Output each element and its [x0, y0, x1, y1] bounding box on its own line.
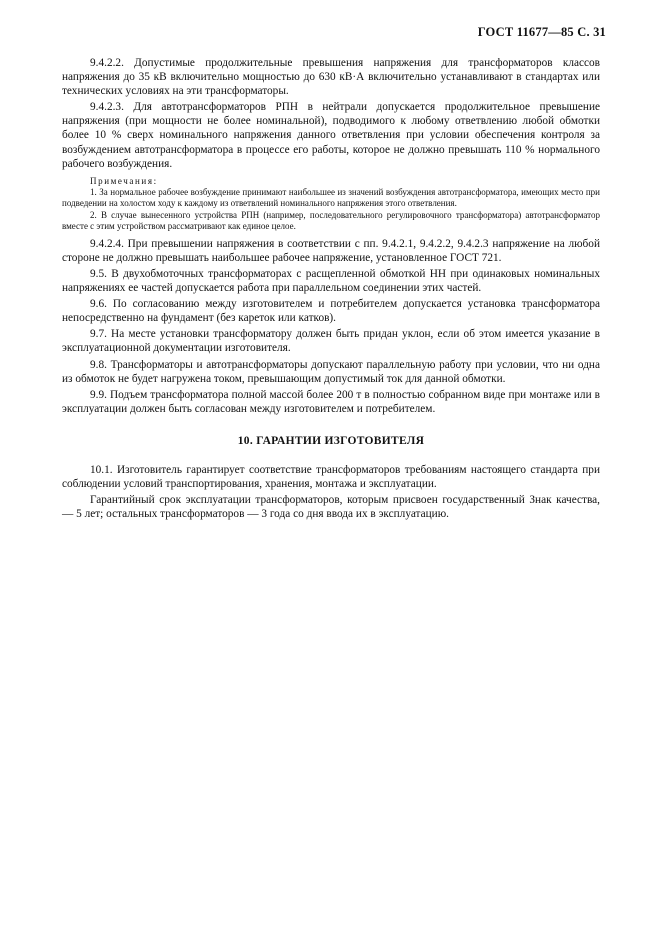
paragraph-9-4-2-4: 9.4.2.4. При превышении напряжения в соответствии с пп. 9.4.2.1, 9.4.2.2, 9.4.2.3 напряжение на любой стороне не должно превышать наибольшее рабочее напряжение, установленное ГОСТ 721. [62, 237, 600, 264]
note-1: 1. За нормальное рабочее возбуждение принимают наибольшее из значений возбуждения автотрансформатора, имеющих место при подведении на холостом ходу к каждому из ответвлений номинального напряжения этого ответвления. [62, 186, 600, 208]
paragraph-warranty-period: Гарантийный срок эксплуатации трансформаторов, которым присвоен государственный Знак качества, — 5 лет; остальных трансформаторов — 3 года со дня ввода их в эксплуатацию. [62, 494, 600, 521]
paragraph-9-6: 9.6. По согласованию между изготовителем и потребителем допускается установка трансформатора непосредственно на фундамент (без кареток или катков). [62, 298, 600, 325]
notes-block [62, 176, 600, 232]
paragraph-9-7: 9.7. На месте установки трансформатору должен быть придан уклон, если об этом имеется указание в эксплуатационной документации изготовителя. [62, 328, 600, 355]
page-body [62, 56, 600, 523]
notes-heading: Примечания: [90, 175, 158, 186]
running-head: ГОСТ 11677—85 С. 31 [477, 25, 606, 39]
paragraph-9-4-2-3: 9.4.2.3. Для автотрансформаторов РПН в нейтрали допускается продолжительное превышение напряжения (при мощности не более номинальной), подводимого к любому ответвлению любой обмотки более 10 % сверх номинального напряжения данного ответвления при условии обеспечения контроля за возбуждением автотрансформатора в процессе его работы, которое не должно превышать 110 % нормального рабочего возбуждения. [62, 101, 600, 170]
paragraph-9-9: 9.9. Подъем трансформатора полной массой более 200 т в полностью собранном виде при монтаже или в эксплуатации должен быть согласован между изготовителем и потребителем. [62, 388, 600, 415]
paragraph-9-8: 9.8. Трансформаторы и автотрансформаторы допускают параллельную работу при условии, что ни одна из обмоток не будет нагружена током, превышающим допустимый ток для данной обмотки. [62, 358, 600, 385]
paragraph-9-4-2-2: 9.4.2.2. Допустимые продолжительные превышения напряжения для трансформаторов классов напряжения до 35 кВ включительно мощностью до 630 кВ·А включительно устанавливают в стандартах или технических условиях на эти трансформаторы. [62, 57, 600, 98]
paragraph-9-5: 9.5. В двухобмоточных трансформаторах с расщепленной обмоткой НН при одинаковых номинальных напряжениях ее частей допускается работа при параллельном соединении этих частей. [62, 267, 600, 295]
paragraph-10-1: 10.1. Изготовитель гарантирует соответствие трансформаторов требованиям настоящего стандарта при соблюдении условий транспортирования, хранения, монтажа и эксплуатации. [62, 463, 600, 491]
note-2: 2. В случае вынесенного устройства РПН (например, последовательного регулировочного трансформатора) автотрансформатор вместе с этим устройством рассматривают как единое целое. [62, 209, 600, 231]
section-title: 10. ГАРАНТИИ ИЗГОТОВИТЕЛЯ [237, 434, 425, 447]
